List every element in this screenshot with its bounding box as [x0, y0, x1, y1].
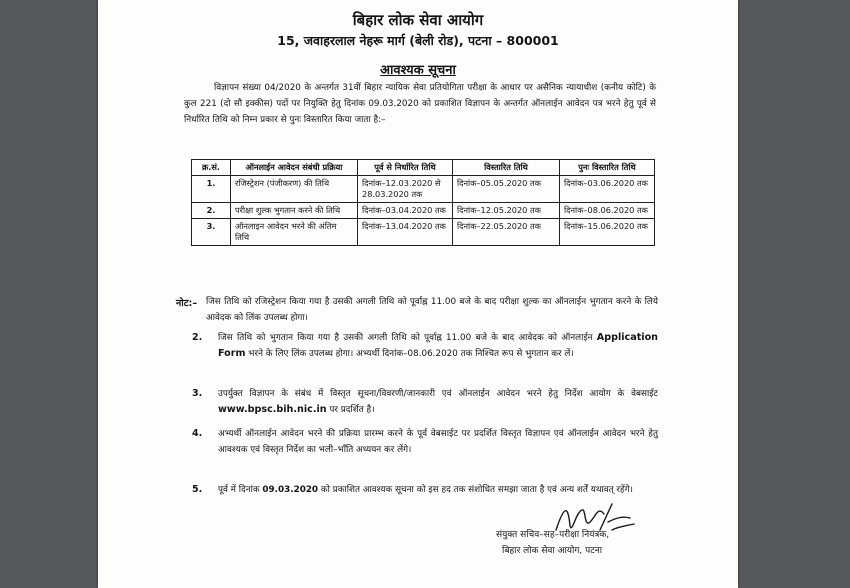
- viewer-gutter-left: [0, 0, 96, 588]
- cell-serial: 3.: [192, 219, 231, 246]
- cell-re-extended-date: दिनांक–08.06.2020 तक: [560, 203, 655, 219]
- note-5-text-b: को प्रकाशित आवश्यक सूचना को इस हद तक संशोधित समझा जाता है एवं अन्य शर्तें यथावत् रहेंगे।: [318, 485, 633, 495]
- note-5-date: 09.03.2020: [262, 485, 319, 495]
- cell-re-extended-date: दिनांक–03.06.2020 तक: [560, 176, 655, 203]
- cell-process: परीक्षा शुल्क भुगतान करने की तिथि: [231, 203, 358, 219]
- table-header-row: [192, 160, 655, 176]
- schedule-table: [191, 159, 655, 246]
- table-row: [192, 219, 655, 246]
- note-3: [218, 386, 658, 418]
- note-5-number: 5.: [192, 484, 203, 495]
- note-4-number: 4.: [192, 428, 203, 439]
- signatory-designation: संयुक्त सचिव–सह–परीक्षा नियंत्रक,: [496, 530, 610, 540]
- cell-extended-date: दिनांक–12.05.2020 तक: [453, 203, 560, 219]
- note-5: [218, 482, 658, 498]
- note-2-text-a: जिस तिथि को भुगतान किया गया है उसकी अगली तिथि को पूर्वाह्न 11.00 बजे के बाद आवेदक को ऑनलाईन: [218, 333, 597, 343]
- note-2-number: 2.: [192, 332, 203, 343]
- col-header-serial: क्र.सं.: [192, 160, 231, 176]
- cell-process: रजिस्ट्रेशन (पंजीकरण) की तिथि: [231, 176, 358, 203]
- note-5-text-a: पूर्व में दिनांक: [218, 485, 263, 495]
- note-2-text-b: भरने के लिए लिंक उपलब्ध होगा। अभ्यर्थी दिनांक–08.06.2020 तक निश्चित रूप से भुगतान कर लें।: [245, 349, 574, 359]
- cell-original-date: दिनांक–13.04.2020 तक: [358, 219, 453, 246]
- viewer-gutter-right: [738, 0, 850, 588]
- signatory-office: बिहार लोक सेवा आयोग, पटना: [502, 546, 603, 556]
- cell-process: ऑनलाइन आवेदन भरने की अंतिम तिथि: [231, 219, 358, 246]
- table-row: [192, 203, 655, 219]
- note-2: [218, 330, 658, 362]
- org-address: 15, जवाहरलाल नेहरू मार्ग (बेली रोड), पटना – 800001: [277, 33, 559, 48]
- cell-extended-date: दिनांक–22.05.2020 तक: [453, 219, 560, 246]
- org-name: बिहार लोक सेवा आयोग: [352, 11, 484, 29]
- col-header-extended-date: विस्तारित तिथि: [453, 160, 560, 176]
- document-page: [98, 0, 738, 588]
- note-1: जिस तिथि को रजिस्ट्रेशन किया गया है उसकी अगली तिथि को पूर्वाह्न 11.00 बजे के बाद परीक्षा शुल्क का ऑनलाईन भुगतान करने के लिये आवेदक को लिंक उपलब्ध होगा।: [206, 297, 658, 323]
- note-3-text-b: पर प्रदर्शित है।: [326, 405, 375, 415]
- website-link[interactable]: www.bpsc.bih.nic.in: [218, 404, 327, 415]
- table-row: [192, 176, 655, 203]
- cell-re-extended-date: दिनांक–15.06.2020 तक: [560, 219, 655, 246]
- col-header-original-date: पूर्व से निर्धारित तिथि: [358, 160, 453, 176]
- note-4: अभ्यर्थी ऑनलाईन आवेदन भरने की प्रक्रिया प्रारम्भ करने के पूर्व वेबसाईट पर प्रदर्शित विस्तृत विज्ञापन एवं ऑनलाईन आवेदन भरने हेतु आवश्यक एवं विस्तृत निर्देश का भली–भाँति अध्ययन कर लेंगे।: [218, 429, 658, 455]
- note-3-text-a: उपर्युक्त विज्ञापन के संबंध में विस्तृत सूचना/विवरणी/जानकारी एवं ऑनलाईन आवेदन भरने हेतु निर्देश आयोग के वेबसाईट: [218, 389, 658, 399]
- note-3-number: 3.: [192, 388, 203, 399]
- application-form-text: Application Form: [218, 332, 658, 359]
- col-header-re-extended-date: पुनः विस्तारित तिथि: [560, 160, 655, 176]
- cell-serial: 1.: [192, 176, 231, 203]
- intro-paragraph: विज्ञापन संख्या 04/2020 के अन्तर्गत 31वीं बिहार न्यायिक सेवा प्रतियोगिता परीक्षा के आधार पर असैनिक न्यायाधीश (कनीय कोटि) के कुल 221 (दो सौ इक्कीस) पदों पर नियुक्ति हेतु दिनांक 09.03.2020 को प्रकाशित विज्ञापन के अन्तर्गत ऑनलाईन आवेदन पत्र भरने हेतु पूर्व से निर्धारित तिथि को निम्न प्रकार से पुनः विस्तारित किया जाता है:–: [184, 83, 656, 125]
- cell-original-date: दिनांक–12.03.2020 से 28.03.2020 तक: [358, 176, 453, 203]
- note-label: नोट:–: [176, 298, 198, 309]
- cell-original-date: दिनांक–03.04.2020 तक: [358, 203, 453, 219]
- notice-title: आवश्यक सूचना: [380, 63, 456, 78]
- cell-extended-date: दिनांक–05.05.2020 तक: [453, 176, 560, 203]
- cell-serial: 2.: [192, 203, 231, 219]
- col-header-process: ऑनलाईन आवेदन संबंधी प्रक्रिया: [231, 160, 358, 176]
